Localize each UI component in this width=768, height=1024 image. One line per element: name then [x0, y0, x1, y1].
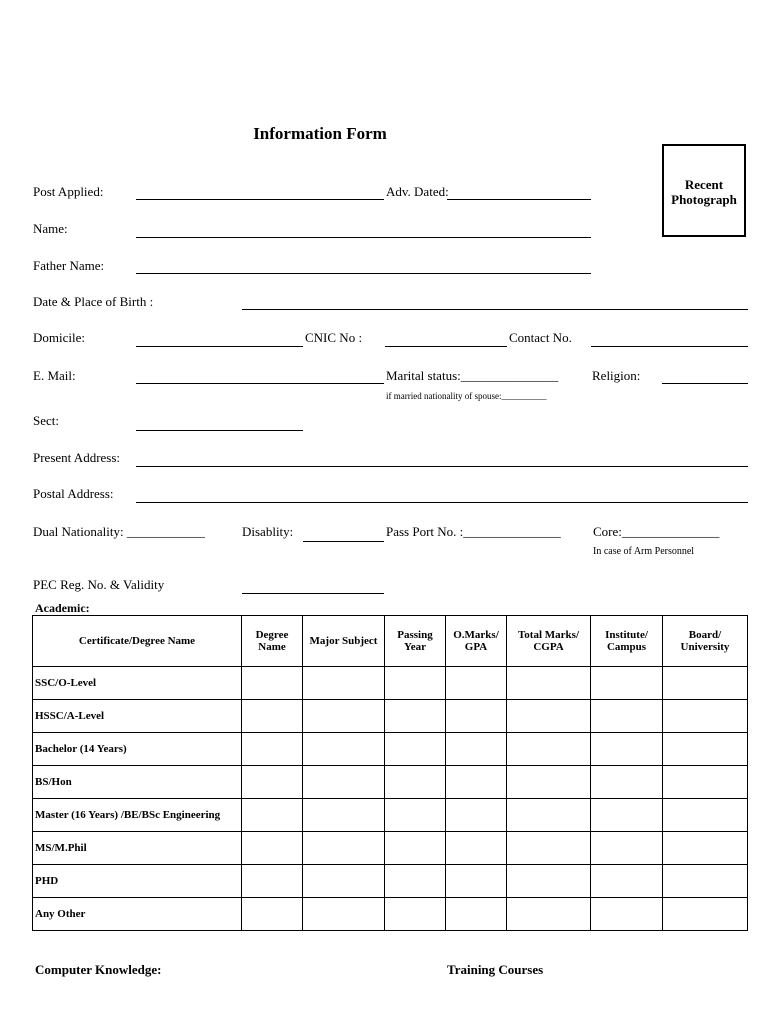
- row-certificate-label: PHD: [33, 865, 242, 898]
- table-cell-input[interactable]: [663, 733, 748, 766]
- cnic-label: CNIC No :: [305, 330, 363, 345]
- table-row: [33, 733, 748, 766]
- table-cell-input[interactable]: [303, 700, 385, 733]
- father-name-label: Father Name:: [33, 258, 105, 273]
- arm-personnel-note: In case of Arm Personnel: [593, 546, 695, 557]
- table-cell-input[interactable]: [591, 667, 663, 700]
- table-cell-input[interactable]: [242, 700, 303, 733]
- name-field[interactable]: [136, 237, 591, 238]
- adv-dated-field[interactable]: [447, 199, 591, 200]
- table-cell-input[interactable]: [242, 733, 303, 766]
- table-cell-input[interactable]: [591, 766, 663, 799]
- table-row: [33, 832, 748, 865]
- row-certificate-label: SSC/O-Level: [33, 667, 242, 700]
- table-cell-input[interactable]: [303, 898, 385, 931]
- dual-nationality-field[interactable]: Dual Nationality: ____________: [33, 524, 205, 539]
- table-cell-input[interactable]: [591, 865, 663, 898]
- table-cell-input[interactable]: [385, 733, 446, 766]
- table-row: [33, 700, 748, 733]
- header-passing-year: Passing Year: [385, 616, 446, 667]
- table-cell-input[interactable]: [663, 766, 748, 799]
- table-cell-input[interactable]: [385, 799, 446, 832]
- header-omarks-gpa: O.Marks/ GPA: [446, 616, 507, 667]
- table-header-row: [33, 616, 748, 667]
- disability-field[interactable]: [303, 541, 384, 542]
- table-cell-input[interactable]: [507, 898, 591, 931]
- religion-label: Religion:: [592, 368, 641, 383]
- table-row: [33, 766, 748, 799]
- academic-table: [32, 615, 748, 931]
- contact-label: Contact No.: [509, 330, 572, 345]
- header-degree-name: Degree Name: [242, 616, 303, 667]
- table-cell-input[interactable]: [446, 799, 507, 832]
- dob-place-field[interactable]: [242, 309, 748, 310]
- table-cell-input[interactable]: [507, 700, 591, 733]
- row-certificate-label: BS/Hon: [33, 766, 242, 799]
- post-applied-field[interactable]: [136, 199, 384, 200]
- disability-label: Disablity:: [242, 524, 294, 539]
- table-row: [33, 667, 748, 700]
- training-courses-heading: Training Courses: [447, 962, 544, 977]
- postal-address-label: Postal Address:: [33, 486, 114, 501]
- table-cell-input[interactable]: [446, 832, 507, 865]
- table-cell-input[interactable]: [507, 799, 591, 832]
- row-certificate-label: Master (16 Years) /BE/BSc Engineering: [33, 799, 242, 832]
- table-cell-input[interactable]: [446, 898, 507, 931]
- table-cell-input[interactable]: [663, 865, 748, 898]
- table-cell-input[interactable]: [446, 700, 507, 733]
- table-cell-input[interactable]: [385, 667, 446, 700]
- table-cell-input[interactable]: [303, 865, 385, 898]
- table-cell-input[interactable]: [242, 667, 303, 700]
- table-cell-input[interactable]: [303, 766, 385, 799]
- row-certificate-label: Any Other: [33, 898, 242, 931]
- dob-place-label: Date & Place of Birth :: [33, 294, 154, 309]
- table-cell-input[interactable]: [242, 766, 303, 799]
- email-label: E. Mail:: [33, 368, 76, 383]
- table-cell-input[interactable]: [385, 865, 446, 898]
- academic-heading: Academic:: [35, 601, 90, 615]
- photo-label-line2: Photograph: [671, 192, 737, 207]
- post-applied-label: Post Applied:: [33, 184, 104, 199]
- table-cell-input[interactable]: [446, 865, 507, 898]
- table-cell-input[interactable]: [303, 799, 385, 832]
- table-cell-input[interactable]: [663, 799, 748, 832]
- table-cell-input[interactable]: [591, 700, 663, 733]
- header-major-subject: Major Subject: [303, 616, 385, 667]
- table-cell-input[interactable]: [663, 898, 748, 931]
- table-row: [33, 799, 748, 832]
- table-cell-input[interactable]: [507, 733, 591, 766]
- sect-field[interactable]: [136, 430, 303, 431]
- table-row: [33, 898, 748, 931]
- pec-label: PEC Reg. No. & Validity: [33, 577, 165, 592]
- table-cell-input[interactable]: [591, 799, 663, 832]
- table-cell-input[interactable]: [591, 898, 663, 931]
- table-cell-input[interactable]: [385, 898, 446, 931]
- cnic-field[interactable]: [385, 346, 507, 347]
- adv-dated-label: Adv. Dated:: [386, 184, 449, 199]
- table-row: [33, 865, 748, 898]
- name-label: Name:: [33, 221, 68, 236]
- row-certificate-label: Bachelor (14 Years): [33, 733, 242, 766]
- postal-address-field[interactable]: [136, 502, 748, 503]
- table-cell-input[interactable]: [242, 898, 303, 931]
- domicile-label: Domicile:: [33, 330, 85, 345]
- table-cell-input[interactable]: [303, 733, 385, 766]
- marital-status-field[interactable]: Marital status:_______________: [386, 368, 559, 383]
- table-cell-input[interactable]: [385, 832, 446, 865]
- table-cell-input[interactable]: [591, 832, 663, 865]
- pec-field[interactable]: [242, 593, 384, 594]
- table-cell-input[interactable]: [385, 700, 446, 733]
- table-cell-input[interactable]: [663, 700, 748, 733]
- photo-box[interactable]: [662, 144, 746, 237]
- table-cell-input[interactable]: [663, 832, 748, 865]
- email-field[interactable]: [136, 383, 384, 384]
- domicile-field[interactable]: [136, 346, 303, 347]
- table-cell-input[interactable]: [507, 832, 591, 865]
- table-cell-input[interactable]: [507, 865, 591, 898]
- father-name-field[interactable]: [136, 273, 591, 274]
- present-address-label: Present Address:: [33, 450, 121, 465]
- core-field[interactable]: Core:_______________: [593, 524, 720, 539]
- table-cell-input[interactable]: [385, 766, 446, 799]
- header-institute-campus: Institute/ Campus: [591, 616, 663, 667]
- header-total-marks-cgpa: Total Marks/ CGPA: [507, 616, 591, 667]
- table-cell-input[interactable]: [507, 766, 591, 799]
- table-cell-input[interactable]: [303, 832, 385, 865]
- header-board-university: Board/ University: [663, 616, 748, 667]
- form-title: Information Form: [253, 124, 387, 143]
- table-cell-input[interactable]: [446, 766, 507, 799]
- table-cell-input[interactable]: [242, 799, 303, 832]
- table-cell-input[interactable]: [507, 667, 591, 700]
- table-cell-input[interactable]: [663, 667, 748, 700]
- sect-label: Sect:: [33, 413, 59, 428]
- spouse-nationality-note: if married nationality of spouse:__________: [386, 391, 547, 401]
- header-certificate: Certificate/Degree Name: [33, 616, 242, 667]
- table-cell-input[interactable]: [242, 865, 303, 898]
- present-address-field[interactable]: [136, 466, 748, 467]
- contact-field[interactable]: [591, 346, 748, 347]
- computer-knowledge-heading: Computer Knowledge:: [35, 962, 162, 977]
- passport-field[interactable]: Pass Port No. :_______________: [386, 524, 561, 539]
- photo-label-line1: Recent: [684, 177, 724, 192]
- religion-field[interactable]: [662, 383, 748, 384]
- table-cell-input[interactable]: [303, 667, 385, 700]
- row-certificate-label: MS/M.Phil: [33, 832, 242, 865]
- table-cell-input[interactable]: [446, 667, 507, 700]
- table-cell-input[interactable]: [591, 733, 663, 766]
- row-certificate-label: HSSC/A-Level: [33, 700, 242, 733]
- table-cell-input[interactable]: [242, 832, 303, 865]
- table-cell-input[interactable]: [446, 733, 507, 766]
